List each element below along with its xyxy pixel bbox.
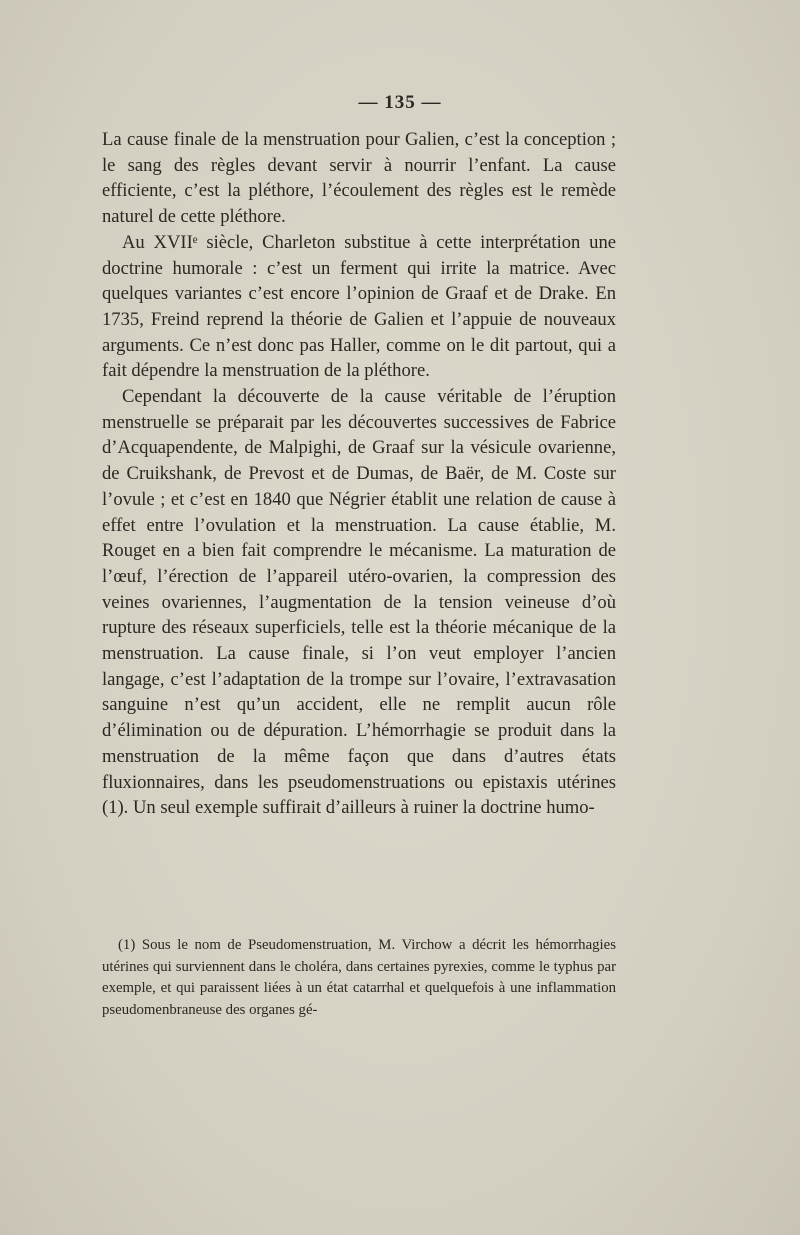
footnote-text: (1) Sous le nom de Pseudomenstruation, M. Virchow a décrit les hémorrhagies utérines qui surviennent dans le choléra, dans certaines pyrexies, comme le typhus par exemple, et qui paraissent liées à un état catarrhal et quelquefois à une inflammation pseudomenbraneuse des organes gé- (102, 937, 616, 1018)
paragraph-ovulation-menstruation: Cependant la découverte de la cause véritable de l’éruption menstruelle se préparait par les découvertes successives de Fabrice d’Acquapendente, de Malpighi, de Graaf sur la vésicule ovarienne, de Cruikshank, de Prevost et de Dumas, de Baër, de M. Coste sur l’ovule ; et c’est en 1840 que Négrier établit une relation de cause à effet entre l’ovulation et la menstruation. La cause établie, M. Rouget en a bien fait comprendre le mécanisme. La maturation de l’œuf, l’érection de l’appareil utéro-ovarien, la compression des veines ovariennes, l’augmentation de la tension veineuse d’où rupture des réseaux superficiels, telle est la théorie mécanique de la menstruation. La cause finale, si l’on veut employer l’ancien langage, c’est l’adaptation de la trompe sur l’ovaire, l’extravasation sanguine n’est qu’un accident, elle ne remplit aucun rôle d’élimination ou de dépuration. L’hémorrhagie se produit dans la menstruation de la même façon que dans d’autres états fluxionnaires, dans les pseudomenstruations ou epistaxis utérines (1). Un seul exemple suffirait d’ailleurs à ruiner la doctrine humo- (102, 386, 616, 819)
page-number: — 135 — (358, 92, 442, 113)
footnote (102, 935, 616, 1021)
paragraph-galien: La cause finale de la menstruation pour Galien, c’est la conception ; le sang des règles devant servir à nourrir l’enfant. La cause efficiente, c’est la pléthore, l’écoulement des règles est le remède naturel de cette pléthore. (102, 129, 616, 228)
paragraph-xviie-siecle: Au XVIIᵉ siècle, Charleton substitue à cette interprétation une doctrine humorale : c’est un ferment qui irrite la matrice. Avec quelques variantes c’est encore l’opinion de Graaf et de Drake. En 1735, Freind reprend la théorie de Galien et l’appuie de nouveaux arguments. Ce n’est donc pas Haller, comme on le dit partout, qui a fait dépendre la menstruation de la pléthore. (102, 231, 616, 382)
body-text (102, 127, 616, 821)
